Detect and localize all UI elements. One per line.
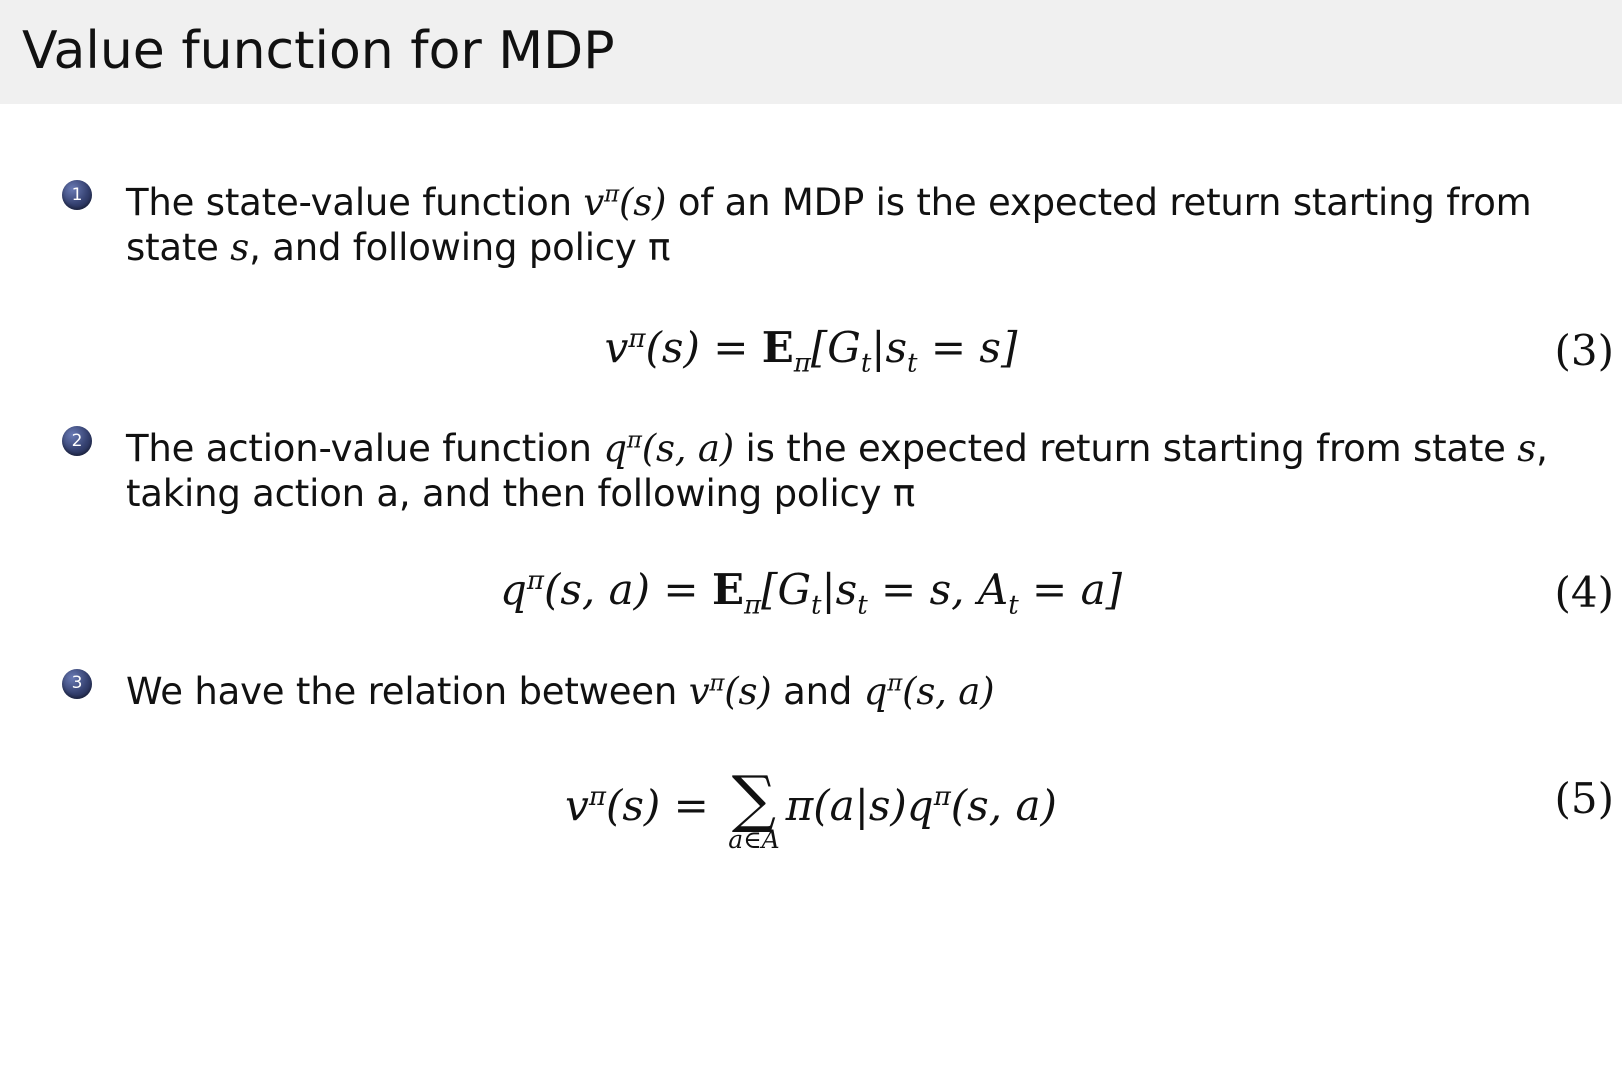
item-2-text-after: , taking action a, and then following policy π [126, 427, 1548, 516]
bullet-number-2: 2 [62, 426, 92, 456]
item-1-text-mid: of an MDP is the expected return starting from state [126, 181, 1532, 270]
equation-4-row [0, 557, 1622, 629]
item-3-text-mid: and [771, 669, 864, 713]
item-3-inline-math-v: $v^\pi(s)$ [688, 669, 772, 713]
item-1-inline-math-s: s [230, 226, 250, 270]
slide-content [0, 180, 1622, 864]
equation-5-tag: (5) [1554, 773, 1614, 823]
summation-symbol: ∑ a∈A [728, 761, 780, 855]
bullet-number-3: 3 [62, 669, 92, 699]
list-item [0, 669, 1622, 714]
expectation-symbol: E [711, 564, 741, 614]
slide-title-bar [0, 0, 1622, 104]
item-1-text [126, 180, 1562, 270]
equation-3-row [0, 314, 1622, 386]
item-2-inline-math-q: $q^\pi(s$, a) [603, 427, 734, 471]
item-1-text-after: , and following policy π [249, 226, 671, 270]
equation-5-row [0, 754, 1622, 864]
item-1-inline-math-v: $v^\pi(s)$ [583, 181, 667, 224]
list-item [0, 426, 1622, 516]
item-2-text-mid: is the expected return starting from state [734, 427, 1518, 471]
item-3-inline-math-q: $q^\pi(s$, a) [863, 669, 995, 713]
equation-3-tag: (3) [1554, 325, 1614, 375]
equation-4: $q^\pi(s$, a) = E $_\pi[G_t|s_t = s$, $A_t = a$] [499, 564, 1122, 621]
expectation-symbol: E [761, 322, 791, 372]
item-3-text-before: We have the relation between [126, 669, 689, 713]
list-item [0, 180, 1622, 270]
equation-4-tag: (4) [1554, 568, 1614, 617]
bullet-number-1: 1 [62, 180, 92, 210]
item-1-text-before: The state-value function [126, 181, 584, 224]
equation-5: $v^\pi(s)$ = ∑ a∈A $\pi(a|s)q^\pi(s$, a) [565, 761, 1057, 855]
page-title: Value function for MDP [22, 21, 615, 82]
item-2-text [126, 426, 1562, 516]
item-2-inline-math-s: s [1517, 427, 1537, 471]
item-3-text [126, 669, 1562, 714]
item-2-text-before: The action-value function [126, 427, 604, 471]
equation-3: $v^\pi(s) = E$ $_\pi[G_t|s_t = s]$ [604, 322, 1018, 378]
